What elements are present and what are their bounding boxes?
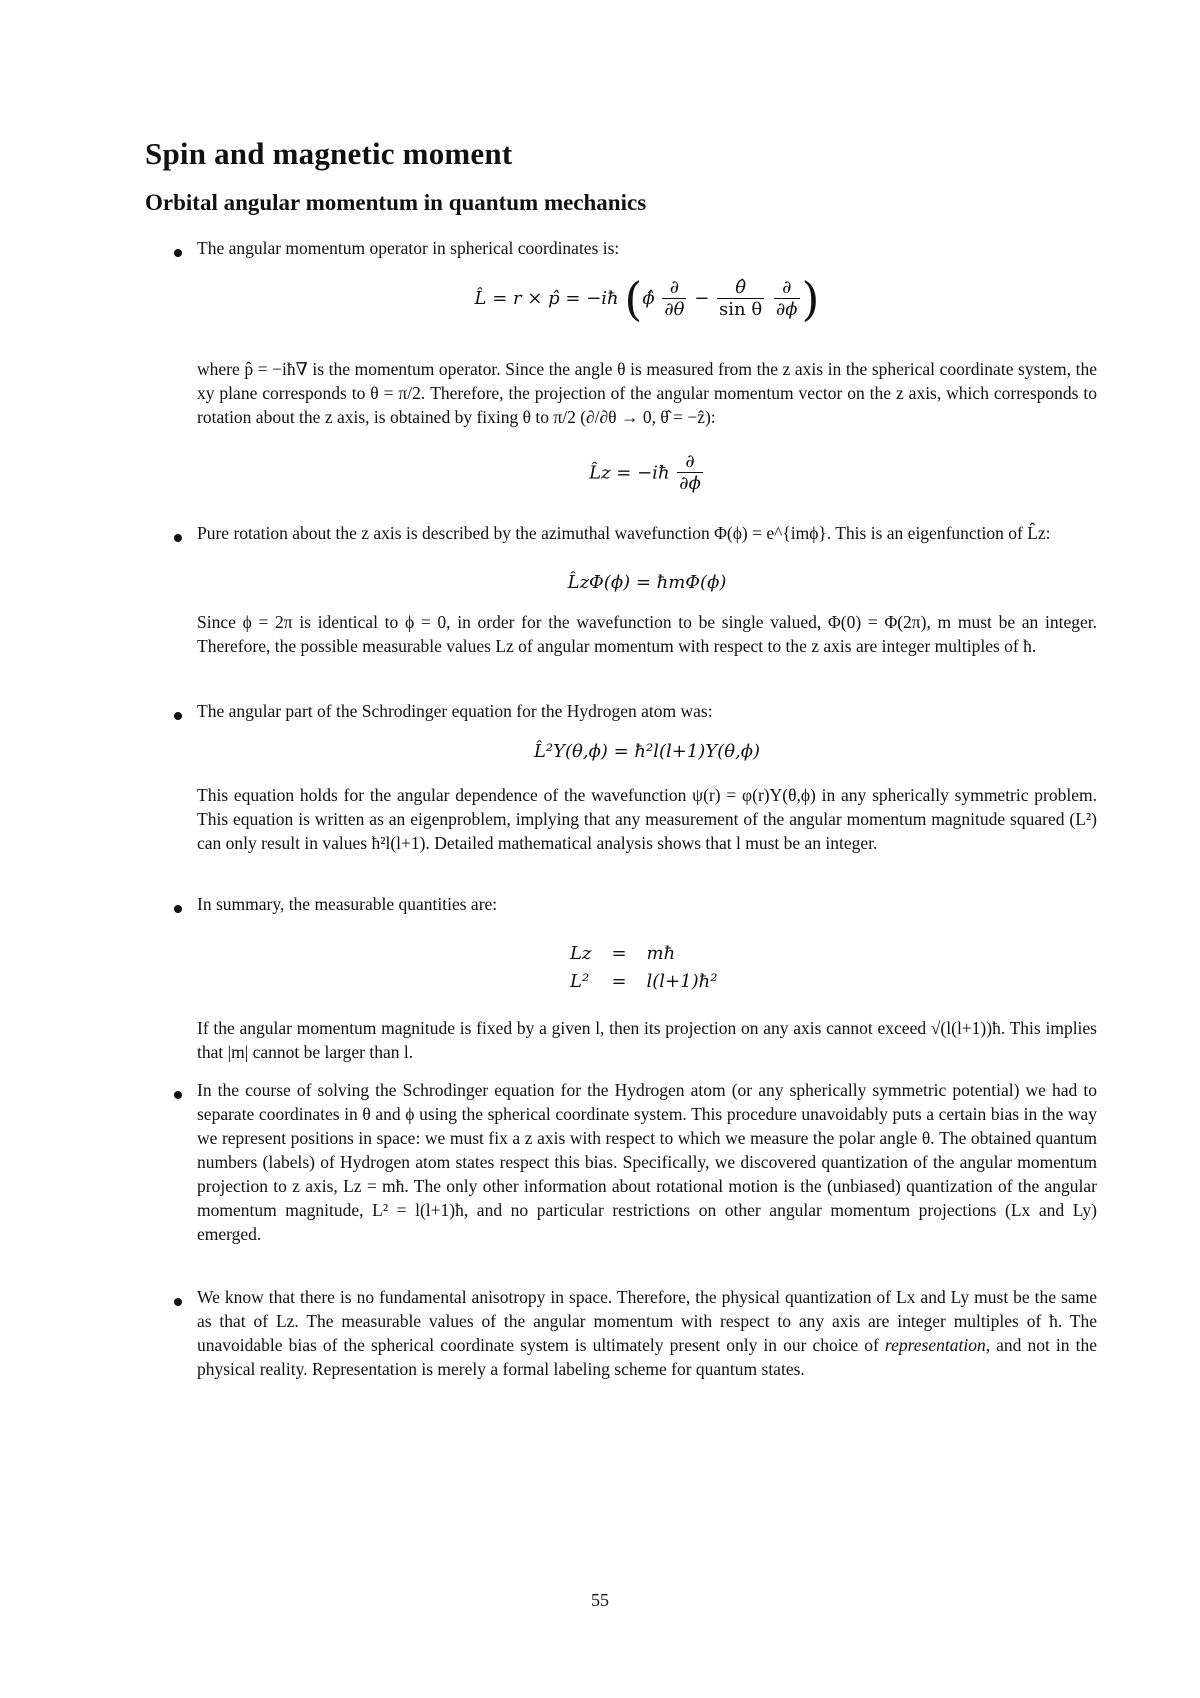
paragraph-6: This equation holds for the angular dependence of the wavefunction ψ(r) = φ(r)Y(θ,ϕ) in any spherically symmetric problem. This equation is written as an eigenproblem, implying that any measurement of the angular momentum magnitude squared (L²) can only result in values ħ²l(l+1). Detailed mathematical analysis shows that l must be an integer. [197, 785, 1097, 853]
emphasis-representation: representation [884, 1335, 986, 1355]
paragraph-4: Since ϕ = 2π is identical to ϕ = 0, in order for the wavefunction to be single valued, Φ(0) = Φ(2π), m must be an integer. Therefore, the possible measurable values Lz of angular momentum with respect to the z axis are integer multiples of ħ. [197, 612, 1097, 656]
eq1-phi-hat: ϕ̂ [642, 288, 655, 309]
eq1-fraction-1: $\frac{\partial}{\partial\theta}$ [664, 276, 685, 320]
bullet-3 [174, 712, 182, 720]
paragraph-8: If the angular momentum magnitude is fixed by a given l, then its projection on any axis cannot exceed √(l(l+1))ħ. This implies that |m| cannot be larger than l. [197, 1018, 1097, 1062]
paragraph-3: Pure rotation about the z axis is described by the azimuthal wavefunction Φ(ϕ) = e^{imϕ}. This is an eigenfunction of L̂z: [197, 523, 1051, 543]
page-number: 55 [591, 1590, 609, 1610]
paragraph-9: In the course of solving the Schrodinger equation for the Hydrogen atom (or any spherically symmetric potential) we had to separate coordinates in θ and ϕ using the spherical coordinate system. This procedure unavoidably puts a certain bias in the way we represent positions in space: we must fix a z axis with respect to which we measure the polar angle θ. The obtained quantum numbers (labels) of Hydrogen atom states respect this bias. Specifically, we discovered quantization of the angular momentum projection to z axis, Lz = mħ. The only other information about rotational motion is the (unbiased) quantization of the angular momentum magnitude, L² = l(l+1)ħ, and no particular restrictions on other angular momentum projections (Lx and Ly) emerged. [197, 1080, 1097, 1244]
bullet-6 [174, 1298, 182, 1306]
paragraph-7: In summary, the measurable quantities are: [197, 894, 498, 914]
paragraph-10: We know that there is no fundamental anisotropy in space. Therefore, the physical quantization of Lx and Ly must be the same as that of Lz. The measurable values of the angular momentum with respect to any axis are integer multiples of ħ. The unavoidable bias of the spherical coordinate system is ultimately present only in our choice of representation, and not in the physical reality. Representation is merely a formal labeling scheme for quantum states. [197, 1287, 1098, 1379]
paragraph-1: The angular momentum operator in spherical coordinates is: [197, 238, 620, 258]
eq1-lhs: L̂ = r × p̂ = −iħ [474, 288, 619, 309]
equation-angular-momentum-operator: L̂ = r × p̂ = −iħ (ϕ̂ $\frac{\partial}{\partial\theta}$ − $\frac{\thetâ}{\text{sin θ}}$ $\frac{\partial}{\partial\phi}$ ) [474, 272, 820, 326]
section-title: Orbital angular momentum in quantum mechanics [145, 190, 647, 215]
paragraph-2: where p̂ = −iħ∇ is the momentum operator. Since the angle θ is measured from the z axis in the spherical coordinate system, the xy plane corresponds to θ = π/2. Therefore, the projection of the angular momentum vector on the z axis, which corresponds to rotation about the z axis, is obtained by fixing θ to π/2 (∂/∂θ → 0, θ̂ = −ẑ): [197, 359, 1097, 427]
eq2-fraction: $\frac{\partial}{\partial\phi}$ [679, 451, 701, 494]
equation-lz-operator: L̂z = −iħ $\frac{\partial}{\partial\phi}$ [589, 451, 701, 494]
bullet-5 [174, 1091, 182, 1099]
paragraph-5: The angular part of the Schrodinger equation for the Hydrogen atom was: [197, 701, 713, 721]
equation-l-squared-eigen: L̂²Y(θ,ϕ) = ħ²l(l+1)Y(θ,ϕ) [533, 741, 761, 762]
eq5-row-2: L² = l(l+1)ħ² [570, 971, 718, 992]
eq1-minus: − [694, 288, 710, 309]
eq1-fraction-2: $\frac{\thetâ}{\text{sin θ}}$ [719, 276, 763, 320]
chapter-title: Spin and magnetic moment [145, 136, 513, 171]
bullet-4 [174, 905, 182, 913]
bullet-2 [174, 534, 182, 542]
eq1-fraction-3: $\frac{\partial}{\partial\phi}$ [775, 276, 798, 320]
equation-measurable-quantities [560, 940, 727, 996]
bullet-1 [174, 249, 182, 257]
eq5-row-1: Lz = mħ [570, 943, 676, 964]
equation-lz-eigen: L̂zΦ(ϕ) = ħmΦ(ϕ) [567, 572, 727, 593]
